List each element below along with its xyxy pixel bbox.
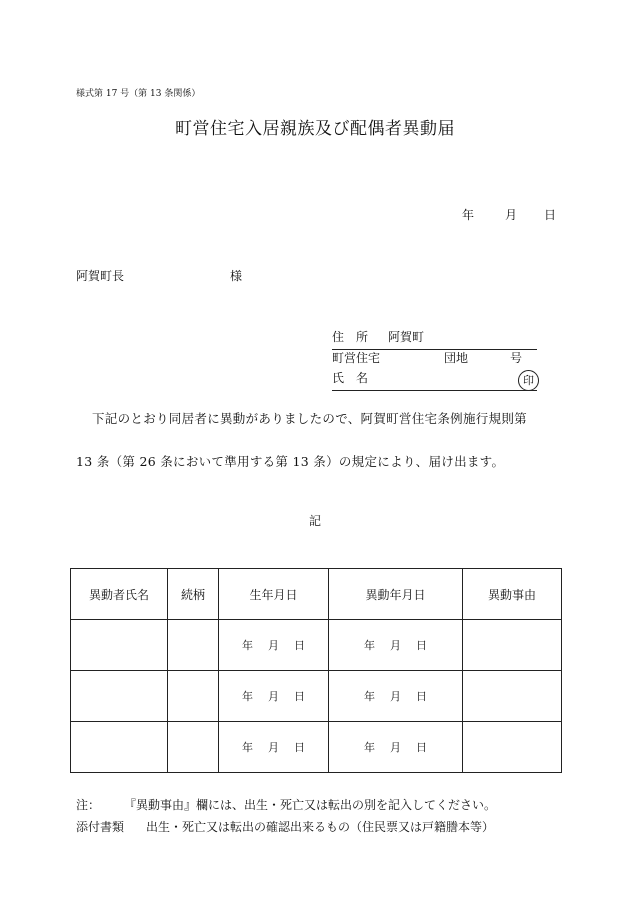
date-year: 年 [462,208,475,222]
body-line-1: 下記のとおり同居者に異動がありましたので、阿賀町営住宅条例施行規則第 [92,411,527,426]
sender-block [332,329,537,391]
date-day: 日 [544,208,557,222]
attachment-label: 添付書類 [76,820,125,834]
table-row [71,620,562,671]
page-title: 町営住宅入居親族及び配偶者異動届 [175,119,455,139]
note-text: 『異動事由』欄には、出生・死亡又は転出の別を記入してください。 [124,798,497,812]
address-value: 阿賀町 [388,330,425,344]
header-change-reason: 異動事由 [463,569,562,620]
note-label: 注： [76,798,101,812]
header-birth-date: 生年月日 [219,569,329,620]
table-row [71,671,562,722]
addressee-honorific: 様 [230,269,243,283]
name-label: 氏 名 [332,371,369,385]
change-date-cell[interactable]: 年 月 日 [329,620,463,671]
change-reason-cell[interactable] [463,671,562,722]
housing-label: 町営住宅 [332,351,381,365]
body-line-2: 13 条（第 26 条において準用する第 13 条）の規定により、届け出ます。 [76,454,505,469]
relationship-cell[interactable] [168,671,219,722]
change-reason-cell[interactable] [463,620,562,671]
seal-mark: 印 [518,370,539,391]
change-date-cell[interactable]: 年 月 日 [329,671,463,722]
relationship-cell[interactable] [168,722,219,773]
person-name-cell[interactable] [71,722,168,773]
date-month: 月 [505,208,518,222]
change-reason-cell[interactable] [463,722,562,773]
change-records-table [70,568,562,773]
table-row [71,722,562,773]
attachment-text: 出生・死亡又は転出の確認出来るもの（住民票又は戸籍謄本等） [146,820,495,834]
birth-date-cell[interactable]: 年 月 日 [219,722,329,773]
sender-name-line [332,370,537,391]
go-label: 号 [510,351,523,365]
addressee-name: 阿賀町長 [76,269,125,283]
change-date-cell[interactable]: 年 月 日 [329,722,463,773]
header-person-name: 異動者氏名 [71,569,168,620]
sender-address-line [332,329,537,350]
person-name-cell[interactable] [71,671,168,722]
sender-housing-line [332,350,537,370]
header-change-date: 異動年月日 [329,569,463,620]
relationship-cell[interactable] [168,620,219,671]
person-name-cell[interactable] [71,620,168,671]
danchi-label: 団地 [444,351,469,365]
header-relationship: 続柄 [168,569,219,620]
address-label: 住 所 [332,330,369,344]
form-number: 様式第 17 号（第 13 条関係） [76,89,201,99]
ki-heading: 記 [308,514,321,528]
table-header-row [71,569,562,620]
birth-date-cell[interactable]: 年 月 日 [219,620,329,671]
birth-date-cell[interactable]: 年 月 日 [219,671,329,722]
